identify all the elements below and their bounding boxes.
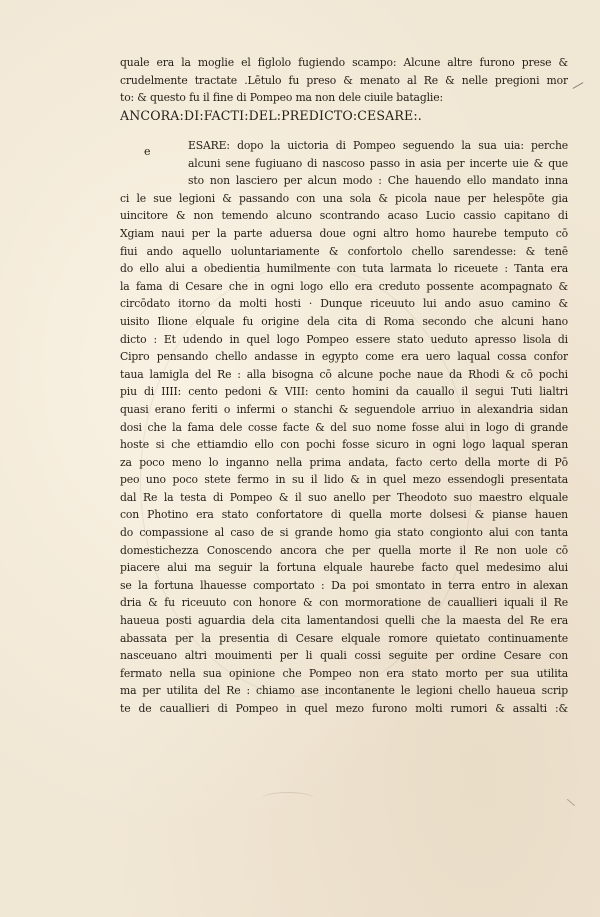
body-text-block [120,137,568,718]
text-line: quale era la moglie el figlolo fugiendo scampo: Alcune altre furono prese & [120,56,568,69]
text-line: piu di IIII: cento pedoni & VIII: cento homini da cauallo il segui Tuti lialtri [120,385,568,399]
text-line: alcuni sene fugiuano di nascoso passo in asia per incerte uie & que [188,156,568,170]
text-line: domestichezza Conoscendo ancora che per quella morte il Re non uole cō [120,543,568,557]
text-line: ci le sue legioni & passando con una sola & picola naue per helespōte gia [120,191,568,205]
text-line: uincitore & non temendo alcuno scontrando acaso Lucio cassio capitano di [120,209,568,223]
chapter-heading: ANCORA:DI:FACTI:DEL:PREDICTO:CESARE:. [120,108,422,123]
text-line: te de cauallieri di Pompeo in quel mezo furono molti rumori & assalti :& [120,702,568,715]
paper-stain [262,792,314,805]
top-text-block [120,54,568,107]
text-line: dicto : Et udendo in quel logo Pompeo essere stato ueduto apresso lisola di [120,332,568,346]
text-line: la fama di Cesare che in ogni logo ello era creduto possente acompagnato & [120,279,568,293]
text-line: dosi che la fama dele cosse facte & del suo nome fosse alui in logo di grande [120,420,568,434]
text-line: uisito Ilione elquale fu origine dela cita di Roma secondo che alcuni hano [120,314,568,328]
text-line: crudelmente tractate .Lētulo fu preso & menato al Re & nelle pregioni mor [120,73,568,87]
text-line: hoste si che ettiamdio ello con pochi fosse sicuro in ogni logo laqual speran [120,438,568,452]
text-line: taua lamigla del Re : alla bisogna cō alcune poche naue da Rhodi & cō pochi [120,367,568,381]
text-line: dal Re la testa di Pompeo & il suo anello per Theodoto suo maestro elquale [120,490,568,504]
text-line: se la fortuna lhauesse comportato : Da poi smontato in terra entro in alexan [120,578,568,592]
text-line: ma per utilita del Re : chiamo ase incontanente le legioni chello haueua scrip [120,684,568,698]
text-line: za poco meno lo inganno nella prima andata, facto certo della morte di Pō [120,455,568,469]
text-line: Cipro pensando chello andasse in egypto come era uero laqual cossa confor [120,350,568,364]
text-line: dria & fu riceuuto con honore & con mormoratione de cauallieri iquali il Re [120,596,568,610]
text-line: nasceuano altri mouimenti per li quali cossi seguite per ordine Cesare con [120,649,568,663]
margin-mark [573,82,584,89]
text-line: ESARE: dopo la uictoria di Pompeo seguendo la sua uia: perche [188,139,568,152]
text-line: con Photino era stato confortatore di quella morte dolsesi & pianse hauen [120,508,568,522]
text-line: Xgiam naui per la parte aduersa doue ogni altro homo haurebe temputo cō [120,226,568,240]
text-line: fiui ando aquello uoluntariamente & confortolo chello sarendesse: & tenē [120,244,568,258]
text-line: do ello alui a obedientia humilmente con tuta larmata lo riceuete : Tanta era [120,262,568,276]
text-line: quasi erano feriti o infermi o stanchi & seguendole arriuo in alexandria sidan [120,402,568,416]
text-line: fermato nella sua opinione che Pompeo non era stato morto per sua utilita [120,666,568,680]
text-line: peo uno poco stete fermo in su il lido & in quel mezo essendogli presentata [120,473,568,487]
text-line: to: & questo fu il fine di Pompeo ma non dele ciuile bataglie: [120,91,443,105]
guide-letter: e [144,145,151,158]
text-line: circōdato itorno da molti hosti · Dunque riceuuto lui ando asuo camino & [120,297,568,311]
text-line: abassata per la presentia di Cesare elquale romore quietato continuamente [120,631,568,645]
text-line: sto non lasciero per alcun modo : Che hauendo ello mandato inna [188,174,568,188]
text-line: do compassione al caso de si grande homo gia stato congionto alui con tanta [120,526,568,540]
text-line: haueua posti aguardia dela cita lamentandosi quelli che la maesta del Re era [120,614,568,628]
margin-mark [567,799,575,806]
text-line: piacere alui ma seguir la fortuna elquale haurebe facto quel medesimo alui [120,561,568,575]
